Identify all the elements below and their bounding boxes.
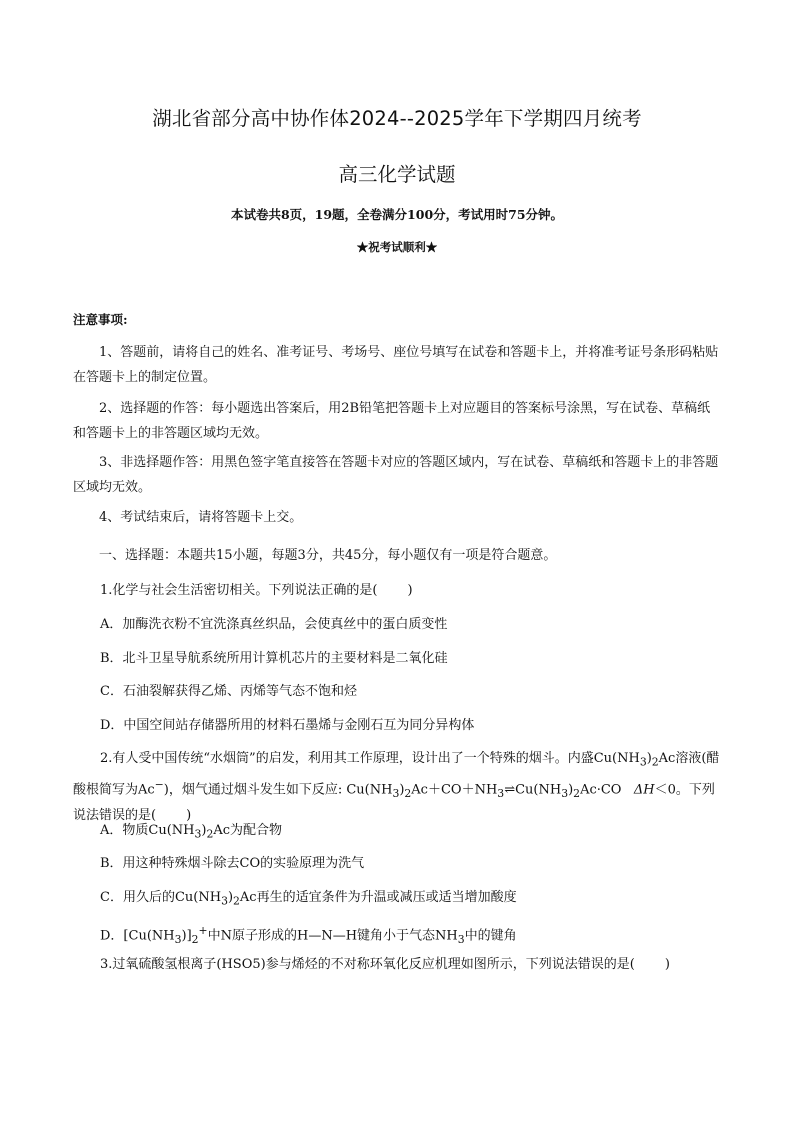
good-luck-wish: ★祝考试顺利★ [356, 240, 438, 254]
notice-heading: 注意事项: [73, 312, 128, 327]
q2c-sub-1: 3 [221, 894, 228, 908]
q2-sub-2: 2 [651, 755, 659, 769]
q2-sub-5: 3 [497, 786, 505, 800]
question-1-stem [73, 580, 725, 602]
q2-sub-3: 3 [392, 786, 400, 800]
q2c-text-2: Ac再生的适宜条件为升温或减压或适当增加酸度 [239, 890, 517, 905]
q2-sub-1: 3 [639, 755, 647, 769]
q2c-sub-2: 2 [233, 894, 240, 908]
q2-sub-4: 2 [404, 786, 412, 800]
exam-info: 本试卷共8页，19题，全卷满分100分，考试用时75分钟。 [230, 207, 564, 222]
q2-sub-6: 3 [561, 786, 569, 800]
q3-mark: 5 [252, 957, 261, 972]
question-1-option-c: C．石油裂解获得乙烯、丙烯等气态不饱和烃 [100, 684, 357, 699]
q2a-paren: ) [201, 823, 207, 838]
q2-text-2: Ac溶液(醋酸根简写为Ac [73, 751, 720, 797]
q3-text-2: )参与烯烃的不对称环氧化反应机理如图所示，下列说法错误的是( [260, 957, 635, 972]
notice-item-3: 3、非选择题作答：用黑色签字笔直接答在答题卡对应的答题区域内，写在试卷、草稿纸和答题卡上的非答题区域均无效。 [73, 455, 719, 495]
q2-text-3: )，烟气通过烟斗发生如下反应: Cu(NH [163, 781, 393, 797]
q2c-paren: ) [227, 890, 234, 905]
q2d-sub-2: 2 [191, 932, 199, 946]
question-1-text: 1.化学与社会生活密切相关。下列说法正确的是( [100, 583, 378, 598]
notice-item-2: 2、选择题的作答：每小题选出答案后，用2B铅笔把答题卡上对应题目的答案标号涂黑，写在试卷、草稿纸和答题卡上的非答题区域均无效。 [73, 401, 711, 441]
q2-text-5: Cu(NH [515, 781, 562, 797]
q2a-sub-2: 2 [206, 827, 214, 841]
exam-subtitle: 高三化学试题 [338, 163, 456, 186]
q2c-text-1: C．用久后的Cu(NH [100, 890, 222, 905]
q2d-text-3: 中N原子形成的H—N—H键角小于气态NH [207, 928, 458, 944]
q3-text-3: ) [664, 957, 670, 972]
q2d-text-4: 中的键角 [464, 928, 517, 944]
question-1-close: ) [407, 583, 413, 598]
q2-text-4: Ac＋CO＋NH [411, 781, 498, 797]
q2-text-1: 2.有人受中国传统“水烟筒”的启发，利用其工作原理，设计出了一个特殊的烟斗。内盛Cu(NH [100, 751, 640, 766]
q2a-text-1: A．物质Cu(NH [100, 823, 195, 838]
notice-item-4: 4、考试结束后，请将答题卡上交。 [99, 510, 303, 525]
notice-item-1: 1、答题前，请将自己的姓名、准考证号、考场号、座位号填写在试卷和答题卡上，并将准考证号条形码粘贴在答题卡上的制定位置。 [73, 345, 719, 385]
question-1-option-a: A．加酶洗衣粉不宜洗涤真丝织品，会使真丝中的蛋白质变性 [100, 617, 448, 632]
question-1-option-d: D．中国空间站存储器所用的材料石墨烯与金刚石互为同分异构体 [100, 718, 475, 733]
q2d-sup: + [198, 924, 208, 937]
q2d-text-2: )] [181, 928, 192, 944]
q2-sub-7: 2 [573, 786, 581, 800]
q2-paren-1: ) [646, 751, 652, 766]
q2-text-8: ) [186, 807, 192, 823]
reaction-arrow: ⇌ [504, 781, 516, 797]
question-3-stem [73, 954, 725, 976]
q2a-sub-1: 3 [194, 827, 202, 841]
q2a-text-2: Ac为配合物 [213, 823, 283, 838]
question-2-option-d [100, 920, 730, 951]
q2-sup-minus: − [154, 777, 164, 791]
q2-paren-3: ) [568, 781, 574, 797]
q2d-text-1: D．[Cu(NH [100, 928, 175, 944]
question-2-option-a [100, 820, 730, 846]
question-2-option-c [100, 887, 730, 913]
question-2-option-b: B．用这种特殊烟斗除去CO的实验原理为洗气 [100, 856, 365, 871]
q2-paren-2: ) [399, 781, 405, 797]
q2d-sub-3: 3 [457, 932, 465, 946]
q2-text-7: ＜0。下列说法错误的是( [73, 781, 715, 823]
exam-title: 湖北省部分高中协作体2024--2025学年下学期四月统考 [152, 107, 642, 130]
question-1-option-b: B．北斗卫星导航系统所用计算机芯片的主要材料是二氧化硅 [100, 651, 448, 666]
question-2-stem [73, 748, 725, 827]
enthalpy-symbol: ΔH [633, 781, 655, 797]
q3-text-1: 3.过氧硫酸氢根离子(HSO [100, 957, 253, 972]
q2d-sub-1: 3 [174, 932, 182, 946]
section-heading: 一、选择题：本题共15小题，每题3分，共45分，每小题仅有一项是符合题意。 [99, 548, 557, 563]
q2-text-6: Ac·CO [580, 781, 622, 797]
